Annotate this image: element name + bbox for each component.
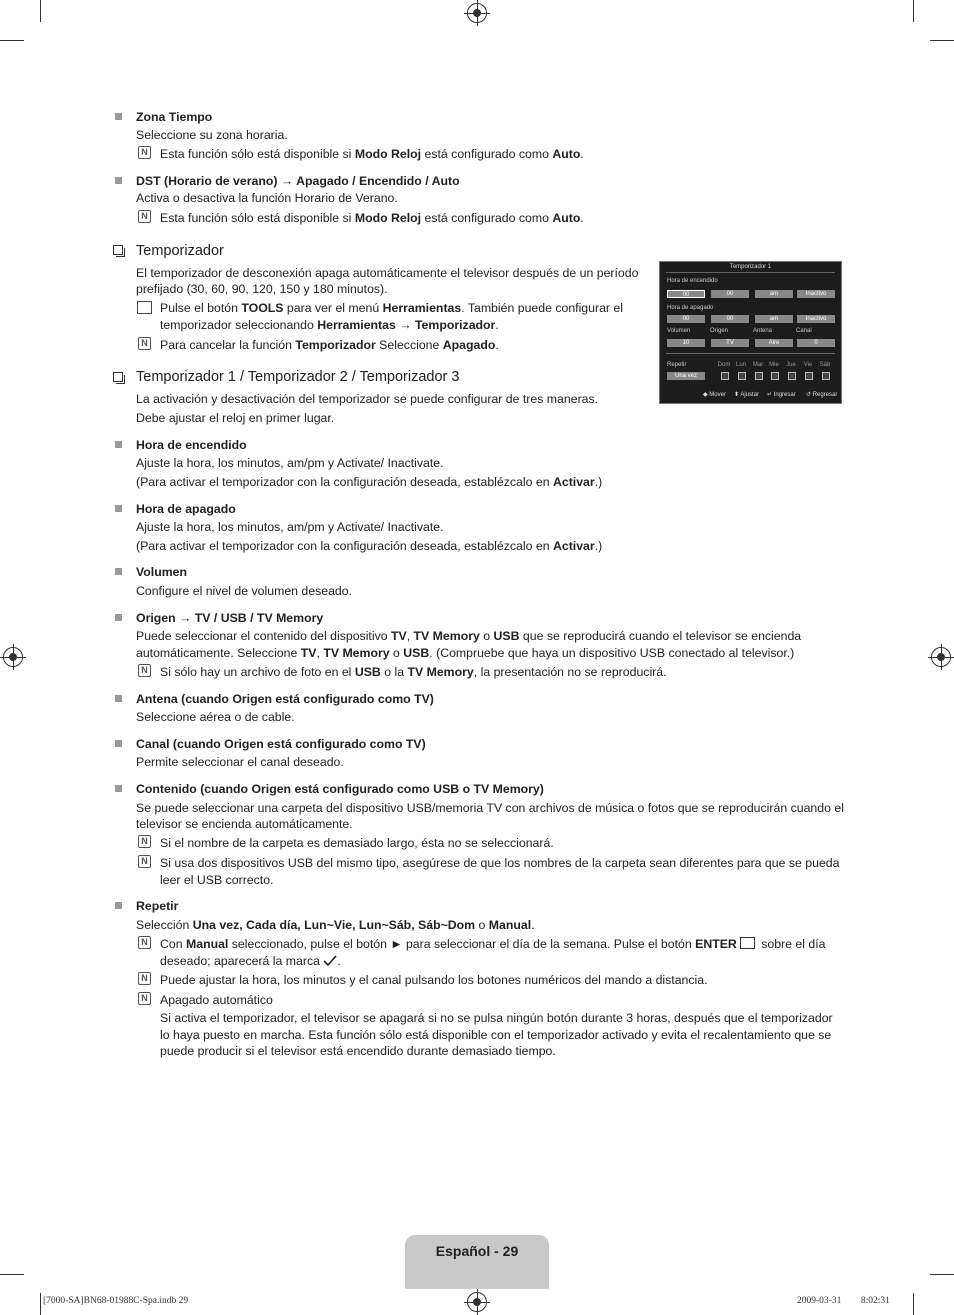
origen-l2: automáticamente. Seleccione TV, TV Memory o USB. (Compruebe que haya un dispositivo USB conectado al televisor.) [136,646,795,660]
osd-day-checkbox-icon [755,372,763,380]
osd-divider [666,353,835,354]
osd-on-hour: 00 [667,290,705,298]
repetir-note3-l2: lo haya puesto en marcha. Esta función sólo está disponible con el temporizador activado y evita el recalentamiento que se [160,1028,832,1042]
repetir-note3-l1: Si activa el temporizador, el televisor se apagará si no se pulsa ningún botón durante 3 horas, después que el temporizador [160,1011,833,1025]
volumen-l1: Configure el nivel de volumen deseado. [136,584,353,598]
contenido-l2: televisor se encienda automáticamente. [136,817,353,831]
note-icon: N [138,664,151,677]
contenido-note2-l2: leer el USB correcto. [160,873,274,887]
origen-note: Si sólo hay un archivo de foto en el USB o la TV Memory, la presentación no se reproducirá. [160,665,667,679]
osd-col-antena: Antena [753,328,773,334]
temp123-p2: Debe ajustar el reloj en primer lugar. [136,411,335,425]
bullet-square-icon [115,785,122,792]
check-mark-icon [323,955,337,967]
osd-canal-value: 0 [797,339,835,347]
note-icon: N [138,992,151,1005]
temporizador-tools-line1: Pulse el botón TOOLS para ver el menú Herramientas. También puede configurar el [160,301,624,315]
crop-mark [0,1274,24,1275]
temp123-p1: La activación y desactivación del temporizador se puede configurar de tres maneras. [136,392,599,406]
volumen-title: Volumen [136,565,188,579]
bullet-square-icon [115,568,122,575]
osd-day: Mie [769,362,779,368]
zona-title: Zona Tiempo [136,110,213,124]
antena-title: Antena (cuando Origen está configurado como TV) [136,692,434,706]
osd-antena-value: Aire [755,339,793,347]
enter-icon [740,937,755,949]
crop-mark [913,0,914,22]
apagado-title: Hora de apagado [136,502,236,516]
osd-off-minute: 00 [711,315,749,323]
osd-on-ampm: am [755,290,793,298]
temp123-title: Temporizador 1 / Temporizador 2 / Temporizador 3 [136,369,460,385]
note-icon: N [138,972,151,985]
temporizador-tools-line2: temporizador seleccionando Herramientas → Temporizador. [160,318,499,332]
crop-mark [930,1274,954,1275]
osd-day: Dom [717,362,731,368]
osd-divider [666,272,835,273]
osd-day-checkbox-icon [771,372,779,380]
temporizador-title: Temporizador [136,243,224,259]
osd-day-checkbox-icon [788,372,796,380]
bullet-square-icon [115,614,122,621]
osd-col-origen: Origen [710,328,729,334]
temporizador-p1: El temporizador de desconexión apaga automáticamente el televisor después de un período [136,266,639,280]
osd-off-ampm: am [755,315,793,323]
note-icon: N [138,936,151,949]
note-icon: N [138,835,151,848]
origen-l1: Puede seleccionar el contenido del dispositivo TV, TV Memory o USB que se reproducirá cuando el televisor se encienda [136,629,802,643]
note-icon: N [138,146,151,159]
tools-icon [137,301,152,314]
osd-day: Jue [786,362,796,368]
zona-desc: Seleccione su zona horaria. [136,128,288,142]
contenido-l1: Se puede seleccionar una carpeta del dispositivo USB/memoria TV con archivos de música o fotos que se reproducirán cuando el [136,801,844,815]
osd-day: Lun [735,362,746,368]
bullet-square-icon [115,695,122,702]
osd-footer-enter: ↵ Ingresar [767,392,796,398]
osd-on-state: Inactivo [797,290,835,298]
osd-repeat-label: Repetir [667,362,687,368]
repetir-note1-l1: Con Manual seleccionado, pulse el botón ► para seleccionar el día de la semana. Pulse el botón ENTER sobre el día [160,937,826,951]
osd-day: Mar [752,362,764,368]
bullet-square-icon [115,505,122,512]
osd-off-state: Inactivo [797,315,835,323]
repetir-note1-l2: deseado; aparecerá la marca . [160,954,341,968]
crop-mark [0,40,24,41]
print-date-info: 2009-03-31 ￿￿ 8:02:31 [797,1296,890,1306]
osd-volumen-value: 10 [667,339,705,347]
osd-repeat-value: Una vez [667,372,705,380]
crop-mark [40,1293,41,1315]
osd-day-checkbox-icon [721,372,729,380]
repetir-l1: Selección Una vez, Cada día, Lun~Vie, Lun~Sáb, Sáb~Dom o Manual. [136,918,535,932]
canal-l1: Permite seleccionar el canal deseado. [136,755,344,769]
page-number-tab [405,1235,549,1289]
osd-day-checkbox-icon [738,372,746,380]
bullet-square-icon [115,740,122,747]
osd-on-minute: 00 [711,290,749,298]
crop-mark [913,1293,914,1315]
timer-osd-screenshot [659,261,842,404]
section-checkbox-icon [113,245,123,255]
encendido-l1: Ajuste la hora, los minutos, am/pm y Activate/ Inactivate. [136,456,444,470]
crop-mark [40,0,41,22]
repetir-title: Repetir [136,899,179,913]
origen-title: Origen → TV / USB / TV Memory [136,611,324,625]
canal-title: Canal (cuando Origen está configurado como TV) [136,737,426,751]
bullet-square-icon [115,441,122,448]
page-number: Español - 29 [435,1243,519,1259]
bullet-square-icon [115,177,122,184]
osd-footer-return: ↺ Regresar [806,392,838,398]
repetir-note3-l3: puede producir si el televisor está encendido durante demasiado tiempo. [160,1044,556,1058]
osd-off-hour: 00 [667,315,705,323]
registration-mark-icon [467,1292,487,1312]
note-icon: N [138,337,151,350]
zona-note: Esta función sólo está disponible si Modo Reloj está configurado como Auto. [160,147,584,161]
dst-title: DST (Horario de verano) → Apagado / Encendido / Auto [136,174,460,188]
section-checkbox-icon [113,372,123,382]
osd-col-volumen: Volumen [667,328,691,334]
osd-day-checkbox-icon [805,372,813,380]
osd-off-label: Hora de apagado [667,305,714,311]
temporizador-p2: prefijado (30, 60, 90, 120, 150 y 180 minutos). [136,282,388,296]
crop-mark [930,40,954,41]
osd-on-label: Hora de encendido [667,278,718,284]
bullet-square-icon [115,902,122,909]
osd-title: Temporizador 1 [729,264,772,270]
osd-footer-adjust: ⬍ Ajustar [734,392,760,398]
osd-footer-move: ◆ Mover [703,392,726,398]
encendido-l2: (Para activar el temporizador con la configuración deseada, establézcalo en Activar.) [136,475,603,489]
contenido-note1: Si el nombre de la carpeta es demasiado largo, ésta no se seleccionará. [160,836,554,850]
contenido-title: Contenido (cuando Origen está configurado como USB o TV Memory) [136,782,544,796]
contenido-note2-l1: Si usa dos dispositivos USB del mismo tipo, asegúrese de que los nombres de la carpeta sean diferentes para que se pueda [160,856,840,870]
note-icon: N [138,210,151,223]
apagado-l1: Ajuste la hora, los minutos, am/pm y Activate/ Inactivate. [136,520,444,534]
temporizador-note: Para cancelar la función Temporizador Seleccione Apagado. [160,338,499,352]
osd-day: Sáb [819,362,831,368]
note-icon: N [138,855,151,868]
registration-mark-icon [467,3,487,23]
bullet-square-icon [115,113,122,120]
osd-col-canal: Canal [796,328,812,334]
registration-mark-icon [931,647,951,667]
apagado-l2: (Para activar el temporizador con la configuración deseada, establézcalo en Activar.) [136,539,603,553]
print-file-info: [7000-SA]BN68-01988C-Spa.indb 29 [43,1296,189,1306]
osd-origen-value: TV [711,339,749,347]
repetir-note2: Puede ajustar la hora, los minutos y el canal pulsando los botones numéricos del mando a distancia. [160,973,708,987]
osd-day: Vie [803,362,813,368]
registration-mark-icon [3,647,23,667]
encendido-title: Hora de encendido [136,438,247,452]
repetir-note3-title: Apagado automático [160,993,273,1007]
dst-desc: Activa o desactiva la función Horario de Verano. [136,191,398,205]
antena-l1: Seleccione aérea o de cable. [136,710,295,724]
dst-note: Esta función sólo está disponible si Modo Reloj está configurado como Auto. [160,211,584,225]
osd-day-checkbox-icon [822,372,830,380]
